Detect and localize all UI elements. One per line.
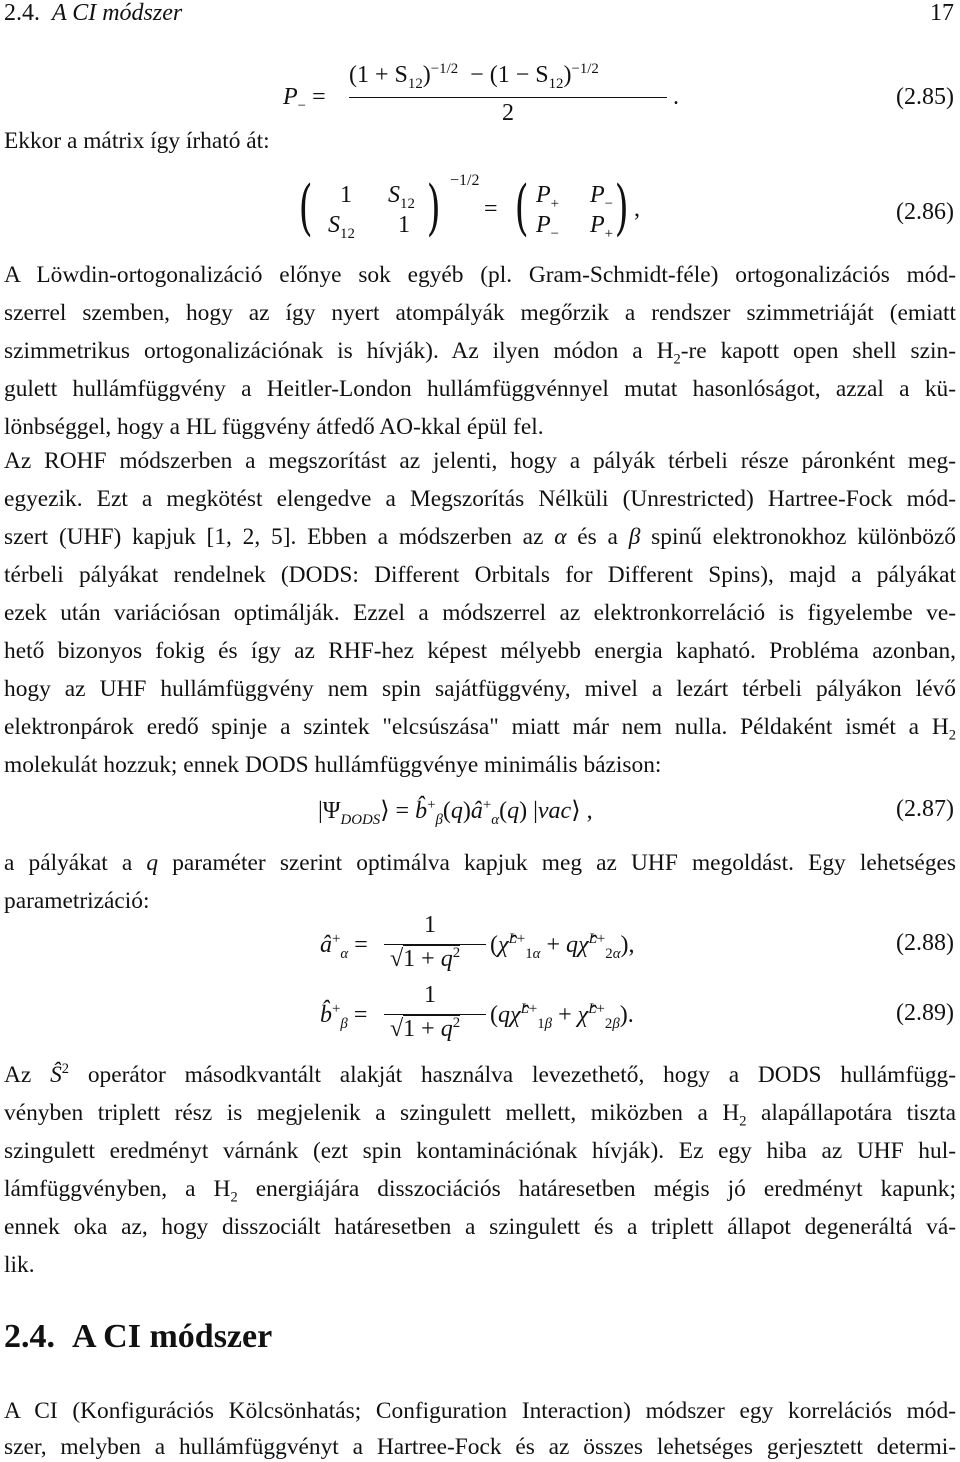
- section-number: 2.4.: [4, 1318, 55, 1355]
- equation-2-87: $|\Psi_{DODS}⟩$ = $b̂^+_\beta(q)â^+_\alpha(q)$ |vac⟩ ,: [318, 797, 593, 828]
- equation-label: (2.87): [896, 796, 954, 822]
- text-line: lönbséggel, hogy a HL függvény átfedő AO-kkal épül fel.: [4, 414, 544, 440]
- text-line: szer, melyben a hullámfüggvényt a Hartree-Fock és az összes lehetséges gerjesztett determi-: [4, 1434, 956, 1460]
- running-header: [4, 0, 182, 27]
- left-paren: (: [298, 173, 313, 243]
- text-line: lik.: [4, 1252, 35, 1278]
- right-paren: ): [614, 173, 629, 243]
- text-line: A CI (Konfigurációs Kölcsönhatás; Configuration Interaction) módszer egy korrelációs mód-: [4, 1398, 956, 1424]
- equation-label: (2.86): [896, 199, 954, 225]
- text-line: molekulát hozzuk; ennek DODS hullámfüggvénye minimális bázison:: [4, 752, 662, 778]
- equation-label: (2.89): [896, 1000, 954, 1026]
- header-section-number: 2.4.: [4, 0, 40, 26]
- section-title: A CI módszer: [72, 1318, 273, 1355]
- text-line: vényben triplett rész is megjelenik a szingulett mellett, miközben a $H_2$ alapállapotára tiszta: [4, 1100, 956, 1130]
- text-line: ennek oka az, hogy disszociált határesetben a szingulett és a triplett állapot degeneráltá vá-: [4, 1214, 956, 1240]
- text-line: hogy az UHF hullámfüggvény nem spin sajátfüggvény, mivel a lezárt térbeli pályákon lévő: [4, 676, 956, 702]
- text-line: szimmetrikus ortogonalizációnak is hívják). Az ilyen módon a $H_2-re$ kapott open shell szin-: [4, 338, 956, 368]
- text-line: lámfüggvényben, a $H_2$ energiájára disszociációs határesetben mégis jó eredményt kapunk;: [4, 1176, 956, 1206]
- text-line: Az ROHF módszerben a megszorítást az jelenti, hogy a pályák térbeli része páronként meg-: [4, 448, 956, 474]
- text-line: a pályákat a q paraméter szerint optimálva kapjuk meg az UHF megoldást. Egy lehetséges: [4, 850, 956, 876]
- text-line: hető bizonyos fokig és így az RHF-hez képest mélyebb energia kapható. Probléma azonban,: [4, 638, 956, 664]
- equation-2-89: $b̂^+_\beta$ = 1 $√1 + q^2$ (qχ̂$^{L+}_{1\beta}$ + χ̂$^{L+}_{2\beta}$).: [320, 982, 634, 1042]
- intro-label: Ekkor a mátrix így írható át:: [4, 128, 270, 154]
- header-title: A CI módszer: [52, 0, 183, 26]
- text-line: A Löwdin-ortogonalizáció előnye sok egyéb (pl. Gram-Schmidt-féle) ortogonalizációs mód-: [4, 262, 956, 288]
- equation-2-88: $â^+_\alpha$ = 1 $√1 + q^2$ (χ̂$^{L+}_{1\alpha}$ + qχ̂$^{L+}_{2\alpha}$),: [320, 912, 635, 972]
- text-line: Az $Ŝ^2$ operátor másodkvantált alakját használva levezethető, hogy a DODS hullámfügg-: [4, 1061, 957, 1088]
- left-paren: (: [514, 173, 529, 243]
- text-line: térbeli pályákat rendelnek (DODS: Different Orbitals for Different Spins), majd a pályákat: [4, 562, 956, 588]
- text-line: szert (UHF) kapjuk [1, 2, 5]. Ebben a módszerben az α és a β spinű elektronokhoz különböző: [4, 524, 956, 550]
- text-line: szingulett eredményt várnánk (ezt spin kontaminációnak hívják). Ez egy hiba az UHF hul-: [4, 1138, 956, 1164]
- equation-label: (2.85): [896, 84, 954, 110]
- section-heading: [4, 1318, 272, 1356]
- right-paren: ): [426, 173, 441, 243]
- equation-2-86: ( 1 $S_{12}$ $S_{12}$ 1 ) −1/2 = ( $P_+$ $P_-$ $P_-$ $P_+$ ) ,: [298, 172, 640, 243]
- text-line: egyezik. Ezt a megkötést elengedve a Megszorítás Nélküli (Unrestricted) Hartree-Fock mód-: [4, 486, 956, 512]
- text-line: parametrizáció:: [4, 888, 150, 914]
- equation-label: (2.88): [896, 930, 954, 956]
- page-number: 17: [930, 0, 954, 26]
- fraction-bar: [349, 97, 667, 98]
- text-line: ezek után variációsan optimálják. Ezzel a módszerrel az elektronkorreláció is figyelembe ve-: [4, 600, 956, 626]
- text-line: gulett hullámfüggvény a Heitler-London hullámfüggvénnyel mutat hasonlóságot, azzal a kü-: [4, 376, 956, 402]
- text-line: szerrel szemben, hogy az így nyert atompályák megőrzik a rendszer szimmetriáját (emiatt: [4, 300, 956, 326]
- text-line: elektronpárok eredő spinje a szintek "elcsúszása" miatt már nem nulla. Példaként ismét a $H_2$: [4, 714, 956, 744]
